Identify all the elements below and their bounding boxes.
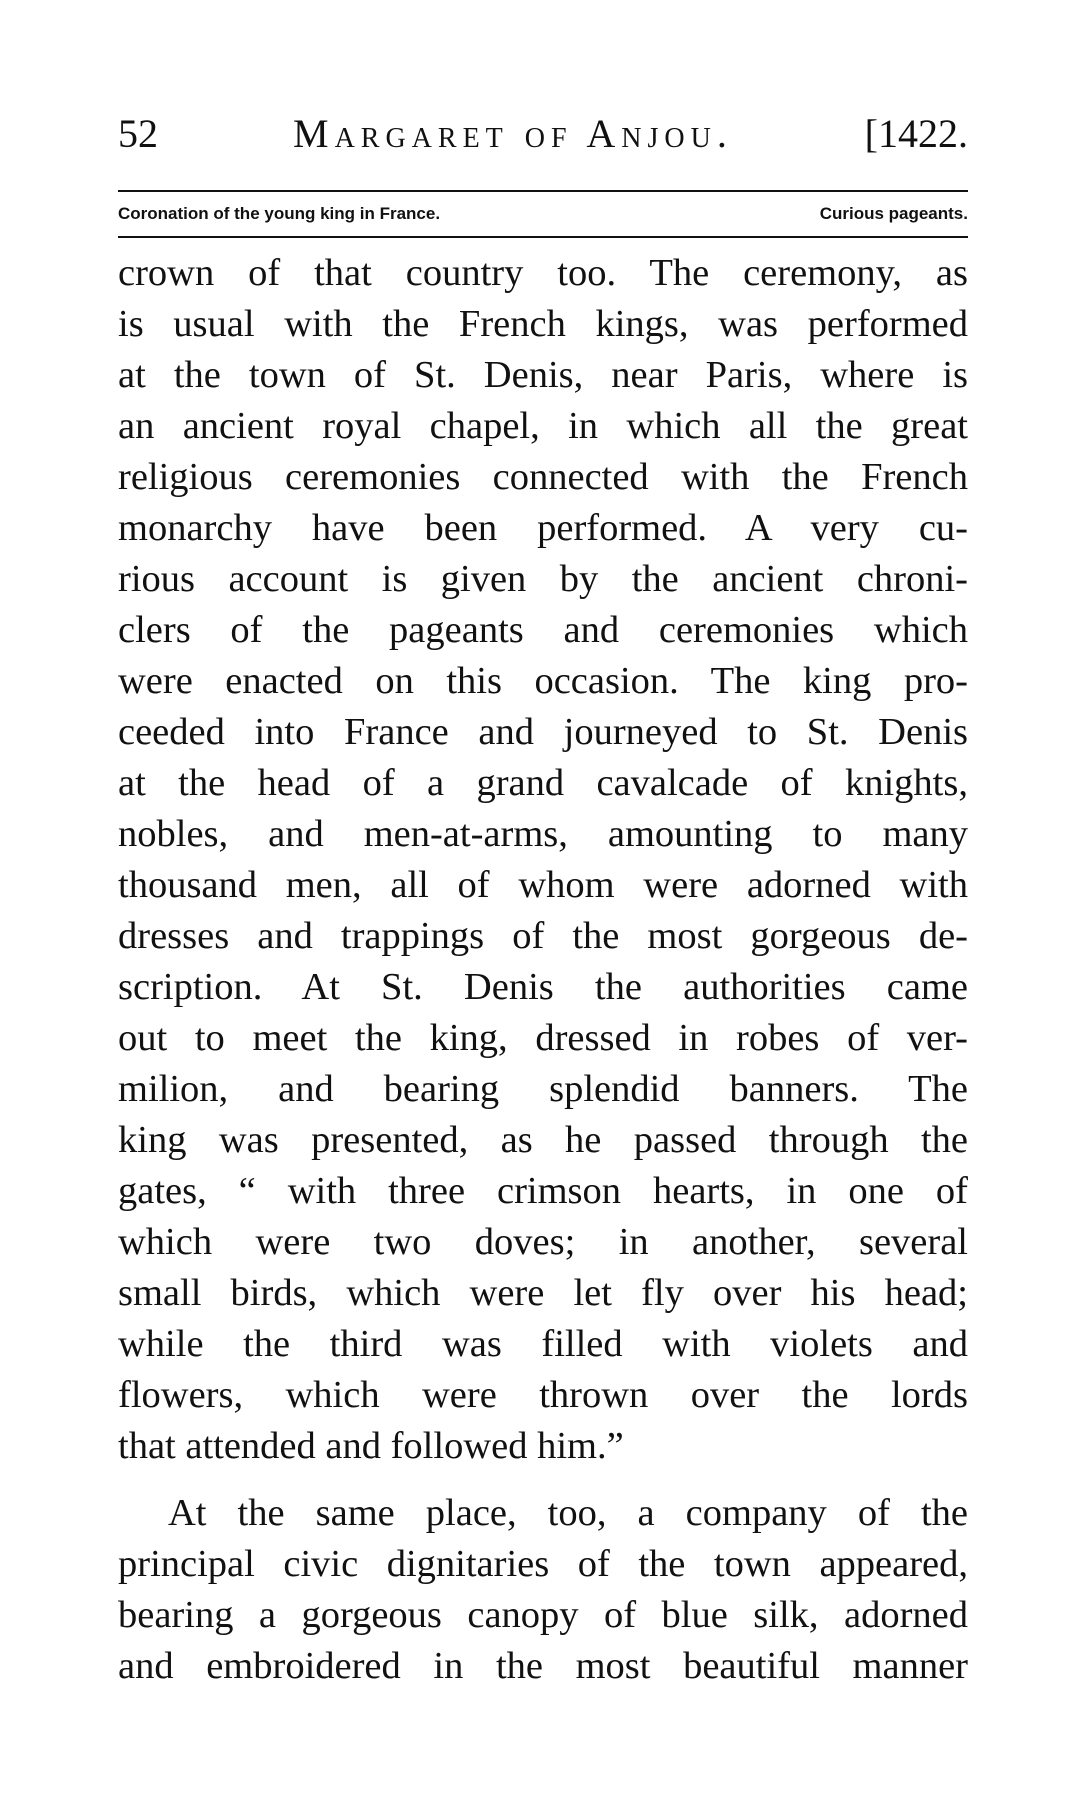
body-text <box>118 248 968 1692</box>
text-line: monarchy have been performed. A very cu- <box>118 507 968 549</box>
text-line: small birds, which were let fly over his head; <box>118 1272 968 1314</box>
text-line: flowers, which were thrown over the lords <box>118 1374 968 1416</box>
running-year: [1422. <box>864 111 968 156</box>
text-line: rious account is given by the ancient chroni- <box>118 558 968 600</box>
paragraph-gap <box>118 1472 968 1488</box>
paragraph-2 <box>118 1488 968 1692</box>
header-rule-top <box>118 190 968 192</box>
text-line: gates, “ with three crimson hearts, in one of <box>118 1170 968 1212</box>
side-note-right: Curious pageants. <box>819 204 968 223</box>
text-line: which were two doves; in another, several <box>118 1221 968 1263</box>
text-line: were enacted on this occasion. The king pro- <box>118 660 968 702</box>
text-line: milion, and bearing splendid banners. The <box>118 1068 968 1110</box>
text-line: at the town of St. Denis, near Paris, where is <box>118 354 968 396</box>
text-line: principal civic dignitaries of the town appeared, <box>118 1543 968 1585</box>
text-line: thousand men, all of whom were adorned with <box>118 864 968 906</box>
text-line: religious ceremonies connected with the French <box>118 456 968 498</box>
text-line: that attended and followed him.” <box>118 1425 624 1467</box>
text-line: at the head of a grand cavalcade of knights, <box>118 762 968 804</box>
text-line: dresses and trappings of the most gorgeous de- <box>118 915 968 957</box>
running-title: Margaret of Anjou. <box>293 111 733 156</box>
text-line: an ancient royal chapel, in which all the great <box>118 405 968 447</box>
text-line: king was presented, as he passed through the <box>118 1119 968 1161</box>
text-line: scription. At St. Denis the authorities came <box>118 966 968 1008</box>
header-rule-bottom <box>118 236 968 238</box>
paragraph-1 <box>118 248 968 1472</box>
text-line: out to meet the king, dressed in robes of ver- <box>118 1017 968 1059</box>
text-line: bearing a gorgeous canopy of blue silk, adorned <box>118 1594 968 1636</box>
side-notes <box>118 198 968 232</box>
text-line: nobles, and men-at-arms, amounting to many <box>118 813 968 855</box>
text-line: clers of the pageants and ceremonies which <box>118 609 968 651</box>
page-number: 52 <box>118 111 158 156</box>
text-line: while the third was filled with violets and <box>118 1323 968 1365</box>
text-line: and embroidered in the most beautiful manner <box>118 1645 968 1687</box>
running-head <box>118 110 968 160</box>
text-line: crown of that country too. The ceremony, as <box>118 252 968 294</box>
text-line: At the same place, too, a company of the <box>168 1492 968 1534</box>
text-line: is usual with the French kings, was performed <box>118 303 968 345</box>
text-line: ceeded into France and journeyed to St. Denis <box>118 711 968 753</box>
side-note-left: Coronation of the young king in France. <box>118 204 441 223</box>
